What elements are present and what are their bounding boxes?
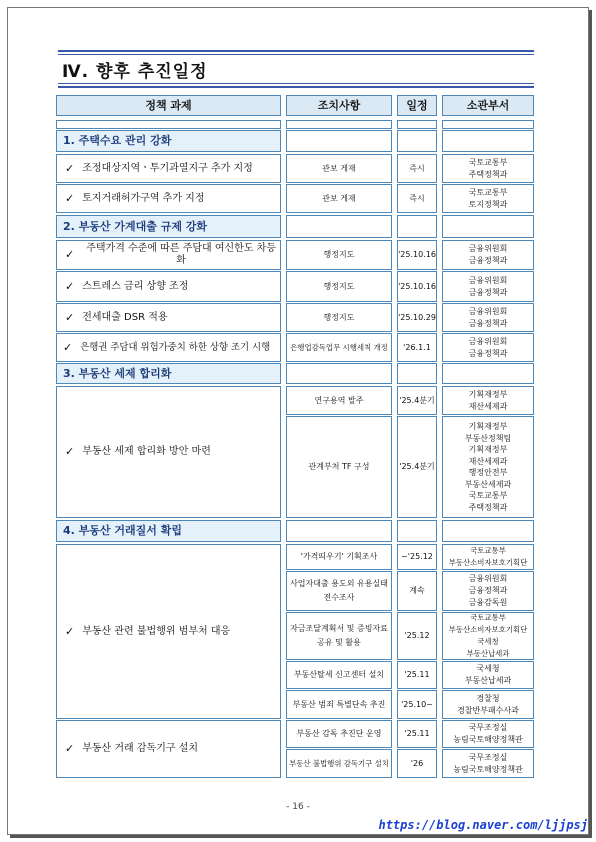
check-icon: ✓ bbox=[65, 161, 75, 175]
header-task: 정책 과제 bbox=[56, 95, 281, 116]
dept-line: 금융위원회 bbox=[468, 275, 508, 285]
dept-cell bbox=[442, 386, 534, 415]
dept-cell bbox=[442, 271, 534, 302]
dept-cell bbox=[442, 749, 534, 778]
action-cell: 관보 게재 bbox=[286, 154, 392, 183]
section-empty-cell bbox=[442, 215, 534, 238]
dept-cell bbox=[442, 416, 534, 518]
action-cell: 행정지도 bbox=[286, 240, 392, 270]
task-label: 토지거래허가구역 추가 지정 bbox=[82, 192, 205, 204]
schedule-cell: '25.10.29 bbox=[397, 303, 437, 332]
dept-line: 국토교통부 bbox=[470, 546, 506, 555]
dept-line: 금융위원회 bbox=[468, 574, 508, 583]
section-empty-cell bbox=[442, 130, 534, 152]
dept-cell bbox=[442, 184, 534, 213]
dept-line: 기획재정부 bbox=[468, 422, 508, 431]
task-row bbox=[56, 333, 281, 362]
dept-line: 국토교통부 bbox=[468, 187, 508, 197]
action-cell bbox=[286, 749, 392, 778]
dept-cell bbox=[442, 154, 534, 183]
check-icon: ✓ bbox=[65, 191, 75, 205]
dept-line: 부동산납세과 bbox=[464, 676, 512, 685]
dept-line: 국토교통부 bbox=[470, 613, 506, 622]
section-title: 1. 주택수요 관리 강화 bbox=[56, 130, 281, 152]
task-row bbox=[56, 303, 281, 332]
task-label: 스트레스 금리 상향 조정 bbox=[82, 280, 189, 292]
schedule-cell: 계속 bbox=[397, 571, 437, 611]
schedule-cell: '26 bbox=[397, 749, 437, 778]
action-cell: 행정지도 bbox=[286, 303, 392, 332]
action-cell: 행정지도 bbox=[286, 271, 392, 302]
spacer-cell bbox=[286, 120, 392, 129]
check-icon: ✓ bbox=[65, 310, 75, 324]
dept-cell bbox=[442, 690, 534, 719]
task-label: 주택가격 수준에 따른 주담대 여신한도 차등화 bbox=[86, 243, 276, 266]
task-row bbox=[56, 240, 281, 270]
dept-line: 부동산소비자보호기획단 bbox=[448, 625, 528, 634]
schedule-cell: '25.4분기 bbox=[397, 416, 437, 518]
section-empty-cell bbox=[286, 215, 392, 238]
dept-line: 금융위원회 bbox=[468, 244, 508, 253]
dept-cell bbox=[442, 303, 534, 332]
dept-cell bbox=[442, 720, 534, 748]
schedule-cell: '25.10.16 bbox=[397, 271, 437, 302]
action-cell: 관계부처 TF 구성 bbox=[286, 416, 392, 518]
check-icon: ✓ bbox=[63, 340, 73, 354]
dept-line: 재산세제과 bbox=[468, 456, 508, 466]
dept-line: 금융정책과 bbox=[468, 287, 508, 297]
action-cell bbox=[286, 661, 392, 689]
dept-cell bbox=[442, 612, 534, 660]
spacer-cell bbox=[56, 120, 281, 129]
check-icon: ✓ bbox=[65, 248, 75, 261]
action-cell: 관보 게재 bbox=[286, 184, 392, 213]
check-icon: ✓ bbox=[65, 279, 75, 293]
dept-line: 국세청 bbox=[477, 637, 499, 646]
section-title: 3. 부동산 세제 합리화 bbox=[56, 363, 281, 384]
action-line: 부동산 범죄 특별단속 추진 bbox=[292, 699, 386, 709]
page-number: - 16 - bbox=[286, 802, 310, 812]
task-label: 부동산 세제 합리화 방안 마련 bbox=[82, 446, 211, 457]
section-empty-cell bbox=[442, 520, 534, 542]
dept-line: 금융정책과 bbox=[468, 586, 508, 595]
spacer-cell bbox=[442, 120, 534, 129]
title-rule-top bbox=[58, 50, 534, 52]
dept-line: 부동산소비자보호기획단 bbox=[448, 558, 528, 567]
schedule-cell: '26.1.1 bbox=[397, 333, 437, 362]
section-empty-cell bbox=[442, 363, 534, 384]
dept-cell bbox=[442, 661, 534, 689]
page-title: Ⅳ. 향후 추진일정 bbox=[62, 62, 208, 82]
action-cell bbox=[286, 612, 392, 660]
header-schedule: 일정 bbox=[397, 95, 437, 116]
task-row bbox=[56, 720, 281, 778]
schedule-cell: 즉시 bbox=[397, 154, 437, 183]
title-rule-bottom bbox=[58, 86, 534, 88]
schedule-cell: '25.10.16 bbox=[397, 240, 437, 270]
dept-line: 기획재정부 bbox=[468, 389, 508, 399]
dept-line: 국토교통부 bbox=[468, 157, 508, 167]
dept-line: 토지정책과 bbox=[468, 199, 508, 209]
schedule-cell: '25.4분기 bbox=[397, 386, 437, 415]
task-label: 부동산 거래 감독기구 설치 bbox=[82, 743, 199, 754]
action-cell: 은행업감독업무 시행세칙 개정 bbox=[286, 333, 392, 362]
dept-line: 경찰청 bbox=[476, 693, 500, 703]
section-empty-cell bbox=[397, 215, 437, 238]
action-line: 공유 및 활용 bbox=[317, 638, 361, 647]
dept-cell bbox=[442, 544, 534, 570]
task-row bbox=[56, 544, 281, 719]
task-row bbox=[56, 184, 281, 213]
dept-line: 국세청 bbox=[476, 664, 500, 673]
check-icon: ✓ bbox=[65, 445, 75, 458]
task-label: 조정대상지역ㆍ투기과열지구 추가 지정 bbox=[82, 162, 253, 174]
section-empty-cell bbox=[286, 520, 392, 542]
spacer-cell bbox=[397, 120, 437, 129]
task-row bbox=[56, 271, 281, 302]
dept-line: 금융위원회 bbox=[468, 336, 508, 346]
schedule-cell: '25.12 bbox=[397, 612, 437, 660]
section-empty-cell bbox=[286, 363, 392, 384]
dept-line: 부동산정책팀 bbox=[464, 433, 512, 443]
action-line: 부동산 불법행위 감독기구 설치 bbox=[289, 758, 389, 768]
dept-line: 국토교통부 bbox=[468, 491, 508, 500]
dept-line: 주택정책과 bbox=[468, 502, 508, 512]
dept-line: 국무조정실 bbox=[468, 723, 508, 732]
check-icon: ✓ bbox=[65, 624, 75, 638]
action-line: '가격띄우기' 기획조사 bbox=[300, 552, 378, 561]
header-dept: 소관부서 bbox=[442, 95, 534, 116]
dept-line: 주택정책과 bbox=[468, 169, 508, 179]
section-empty-cell bbox=[397, 130, 437, 152]
action-line: 부동산탈세 신고센터 설치 bbox=[293, 670, 385, 679]
title-rule-bottom-thin bbox=[58, 83, 534, 84]
action-cell bbox=[286, 571, 392, 611]
dept-line: 금융감독원 bbox=[468, 598, 508, 607]
schedule-cell: '25.11 bbox=[397, 720, 437, 748]
action-cell bbox=[286, 690, 392, 719]
section-title: 2. 부동산 가계대출 규제 강화 bbox=[56, 215, 281, 238]
dept-line: 농림국토해양정책관 bbox=[453, 764, 523, 774]
schedule-cell: '25.11 bbox=[397, 661, 437, 689]
dept-line: 금융정책과 bbox=[468, 256, 508, 265]
title-rule-top-thin bbox=[58, 54, 534, 55]
dept-line: 금융정책과 bbox=[468, 348, 508, 358]
schedule-cell: ~'25.12 bbox=[397, 544, 437, 570]
schedule-cell: 즉시 bbox=[397, 184, 437, 213]
check-icon: ✓ bbox=[65, 742, 75, 755]
dept-cell bbox=[442, 333, 534, 362]
task-label: 부동산 관련 불법행위 범부처 대응 bbox=[82, 625, 231, 637]
action-cell bbox=[286, 720, 392, 748]
task-row bbox=[56, 386, 281, 518]
dept-line: 행정안전부 bbox=[468, 468, 508, 477]
action-line: 부동산 감독 추진단 운영 bbox=[296, 729, 382, 738]
dept-line: 금융정책과 bbox=[468, 318, 508, 328]
action-line: 사업자대출 용도외 유용실태 bbox=[290, 579, 388, 588]
dept-line: 부동산납세과 bbox=[466, 649, 510, 658]
action-line: 자금조달계획서 및 증빙자료 bbox=[290, 624, 388, 633]
task-label: 전세대출 DSR 적용 bbox=[82, 311, 168, 323]
action-cell: 연구용역 발주 bbox=[286, 386, 392, 415]
dept-line: 재산세제과 bbox=[468, 401, 508, 411]
header-action: 조치사항 bbox=[286, 95, 392, 116]
section-title: 4. 부동산 거래질서 확립 bbox=[56, 520, 281, 542]
action-cell bbox=[286, 544, 392, 570]
dept-line: 농림국토해양정책관 bbox=[453, 735, 523, 744]
dept-cell bbox=[442, 240, 534, 270]
dept-line: 부동산세제과 bbox=[464, 479, 512, 489]
dept-line: 기획재정부 bbox=[468, 445, 508, 454]
dept-line: 금융위원회 bbox=[468, 306, 508, 316]
watermark-url: https://blog.naver.com/ljjpsj bbox=[378, 818, 588, 832]
dept-line: 국무조정실 bbox=[468, 752, 508, 762]
dept-cell bbox=[442, 571, 534, 611]
task-row bbox=[56, 154, 281, 183]
schedule-cell: '25.10~ bbox=[397, 690, 437, 719]
section-empty-cell bbox=[397, 520, 437, 542]
task-label: 은행권 주담대 위험가중치 하한 상향 조기 시행 bbox=[80, 341, 271, 353]
dept-line: 경찰반부패수사과 bbox=[457, 705, 519, 715]
action-line: 전수조사 bbox=[323, 593, 355, 602]
section-empty-cell bbox=[286, 130, 392, 152]
section-empty-cell bbox=[397, 363, 437, 384]
